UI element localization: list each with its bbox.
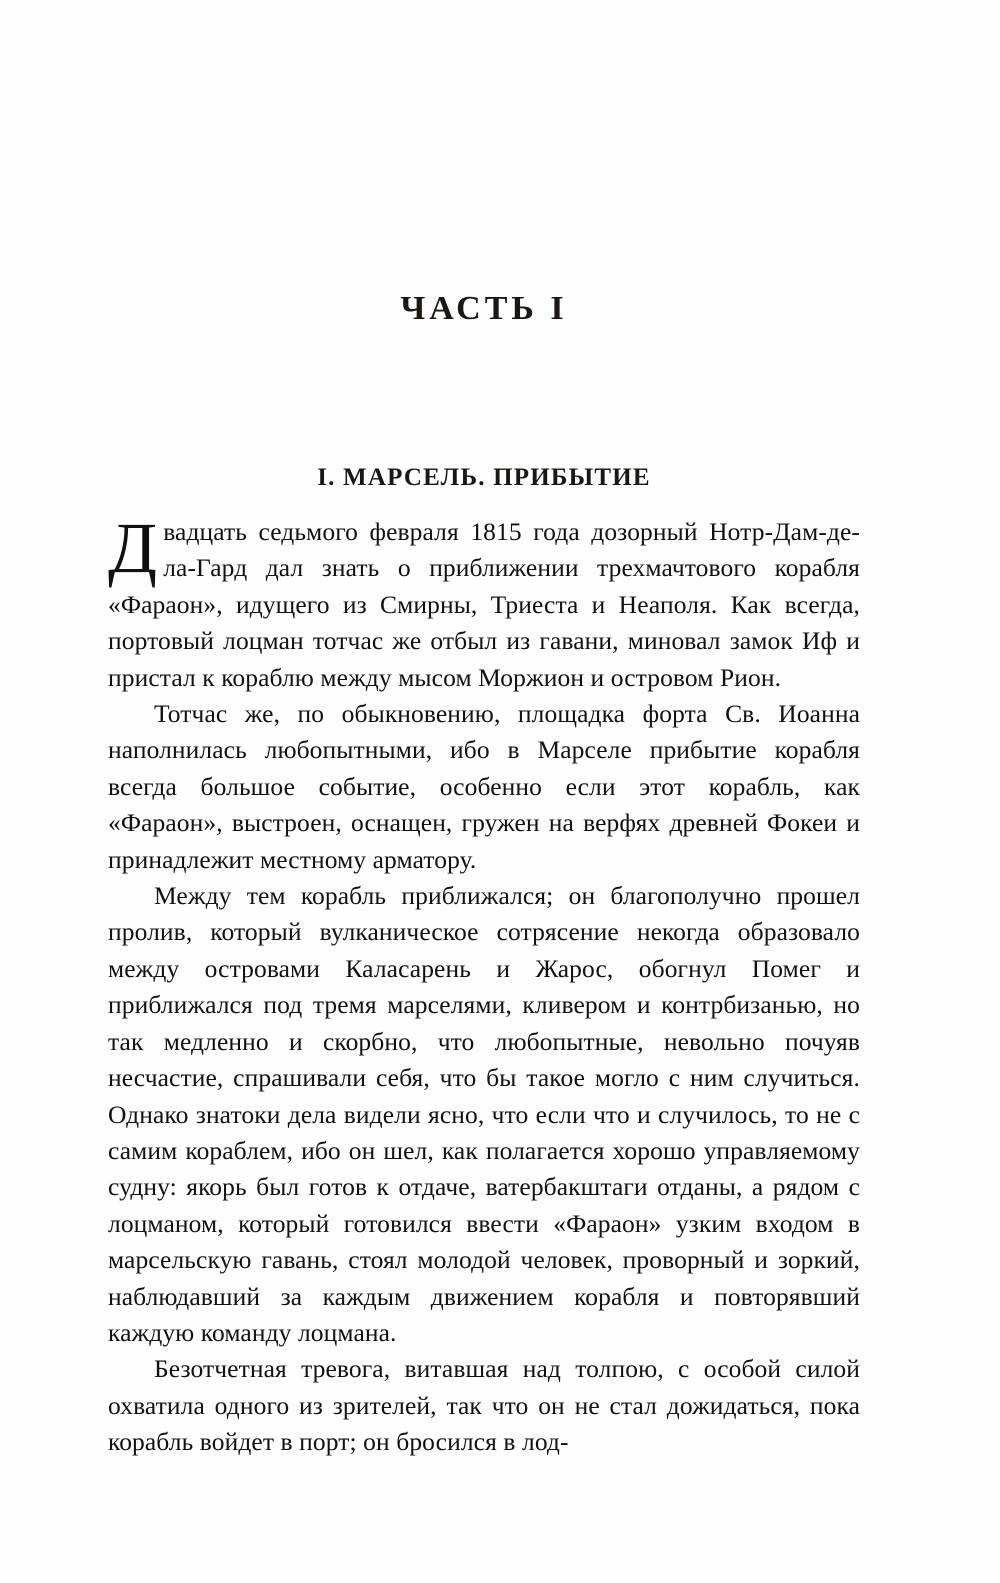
drop-cap: Д [108,508,158,588]
paragraph-2: Тотчас же, по обыкновению, площадка форта Св. Иоанна наполнилась любопытными, ибо в Марселе прибытие корабля всегда большое событие, особенно если этот корабль, как «Фараон», выстроен, оснащен, гружен на верфях древней Фокеи и принадлежит местному арматору. [108,699,860,874]
part-title: ЧАСТЬ I [400,290,568,327]
page-content [108,0,860,1461]
paragraph-3: Между тем корабль приближался; он благополучно прошел пролив, который вулканическое сотрясение некогда образовало между островами Каласарень и Жарос, обогнул Помег и приближался под тремя марселями, кливером и контрбизанью, но так медленно и скорбно, что любопытные, невольно почуяв несчастие, спрашивали себя, что бы такое могло с ним случиться. Однако знатоки дела видели ясно, что если что и случилось, то не с самим кораблем, ибо он шел, как полагается хорошо управляемому судну: якорь был готов к отдаче, ватербакштаги отданы, а рядом с лоцманом, который готовился ввести «Фараон» узким входом в марсельскую гавань, стоял молодой человек, проворный и зоркий, наблюдавший за каждым движением корабля и повторявший каждую команду лоцмана. [108,881,860,1347]
paragraph-4: Безотчетная тревога, витавшая над толпою, с особой силой охватила одного из зрителей, так что он не стал дожидаться, пока корабль войдет в порт; он бросился в лод- [108,1354,860,1457]
paragraph-1-text: вадцать седьмого февраля 1815 года дозорный Нотр-Дам-де-ла-Гард дал знать о приближении трехмачтового корабля «Фараон», идущего из Смирны, Триеста и Неаполя. Как всегда, портовый лоцман тотчас же отбыл из гавани, миновал замок Иф и пристал к кораблю между мысом Моржион и островом Рион. [108,517,860,692]
body-text [108,508,860,1461]
chapter-title: I. МАРСЕЛЬ. ПРИБЫТИЕ [317,464,651,491]
paragraph-1 [108,508,860,696]
